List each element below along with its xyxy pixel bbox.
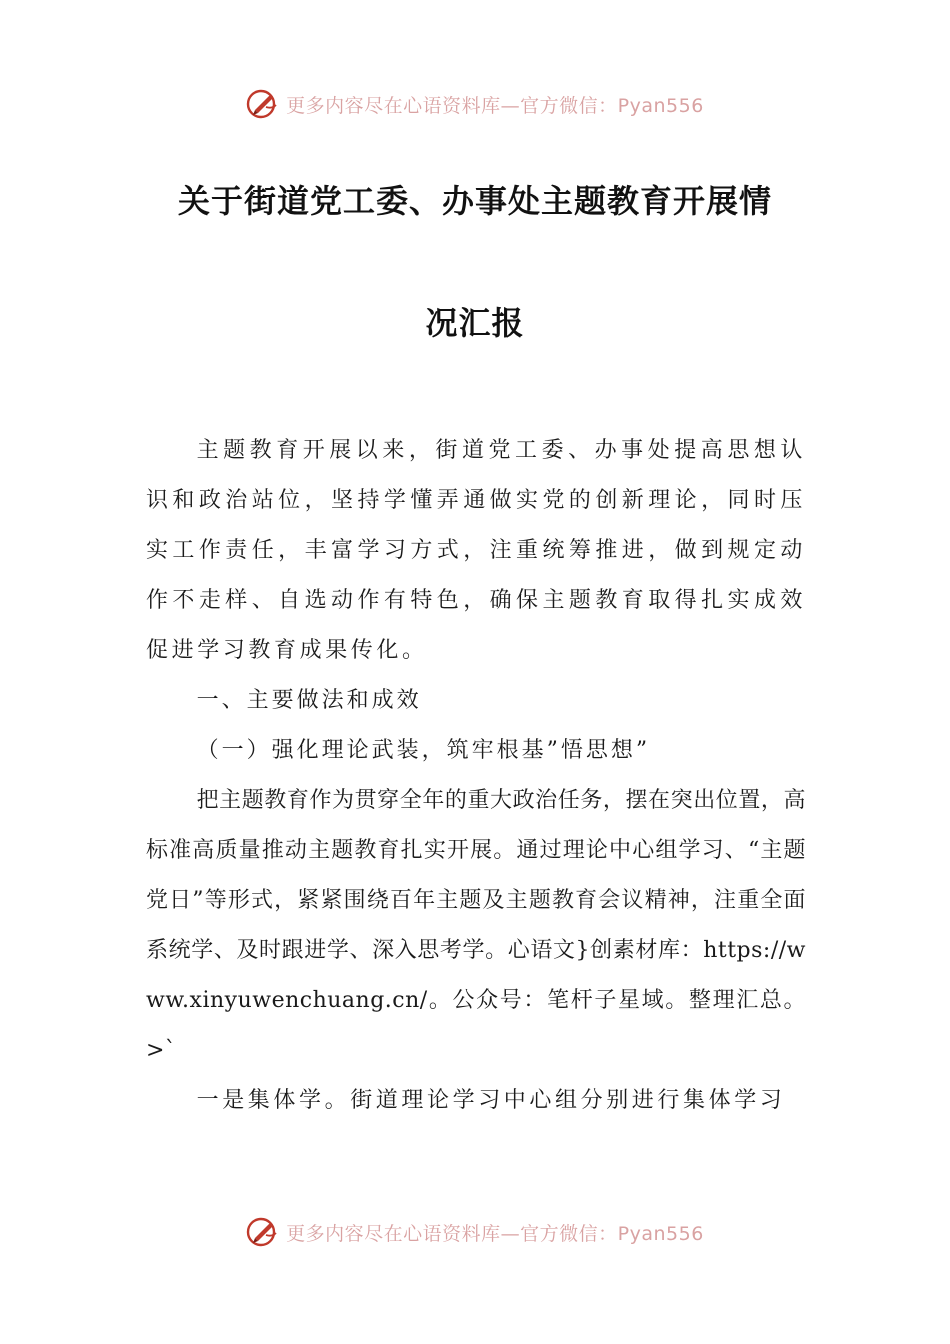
document-title-line2: 况汇报 (425, 304, 525, 342)
watermark-wechat-id: Pyan556 (617, 94, 704, 117)
watermark-header (0, 84, 950, 124)
section-heading-1: 一、主要做法和成效 (196, 688, 422, 713)
watermark-text: 更多内容尽在心语资料库—官方微信：Pyan556 (286, 1222, 704, 1245)
paragraph-collective-study: 一是集体学。街道理论学习中心组分别进行集体学习 (196, 1088, 786, 1113)
pen-logo-icon (246, 1215, 280, 1249)
paragraph-theory: 把主题教育作为贯穿全年的重大政治任务，摆在突出位置，高标准高质量推动主题教育扎实开展。通过理论中心组学习、“主题党日”等形式，紧紧围绕百年主题及主题教育会议精神，注重全面系统学、及时跟进学、深入思考学。心语文}创素材库：https://www.xinyuwenchuang.cn/。公众号：笔杆子星域。整理汇总。>` (146, 788, 806, 1063)
watermark-footer (0, 1212, 950, 1252)
document-title-line1: 关于街道党工委、办事处主题教育开展情 (177, 182, 772, 220)
watermark-wechat-id: Pyan556 (617, 1222, 704, 1245)
watermark-text: 更多内容尽在心语资料库—官方微信：Pyan556 (286, 94, 704, 117)
paragraph-intro: 主题教育开展以来，街道党工委、办事处提高思想认识和政治站位，坚持学懂弄通做实党的创新理论，同时压实工作责任，丰富学习方式，注重统筹推进，做到规定动作不走样、自选动作有特色，确保主题教育取得扎实成效促进学习教育成果传化。 (146, 438, 806, 663)
pen-logo-icon (246, 87, 280, 121)
subsection-heading-1: （一）强化理论武装，筑牢根基”悟思想” (196, 738, 651, 763)
document-body (146, 426, 806, 1126)
